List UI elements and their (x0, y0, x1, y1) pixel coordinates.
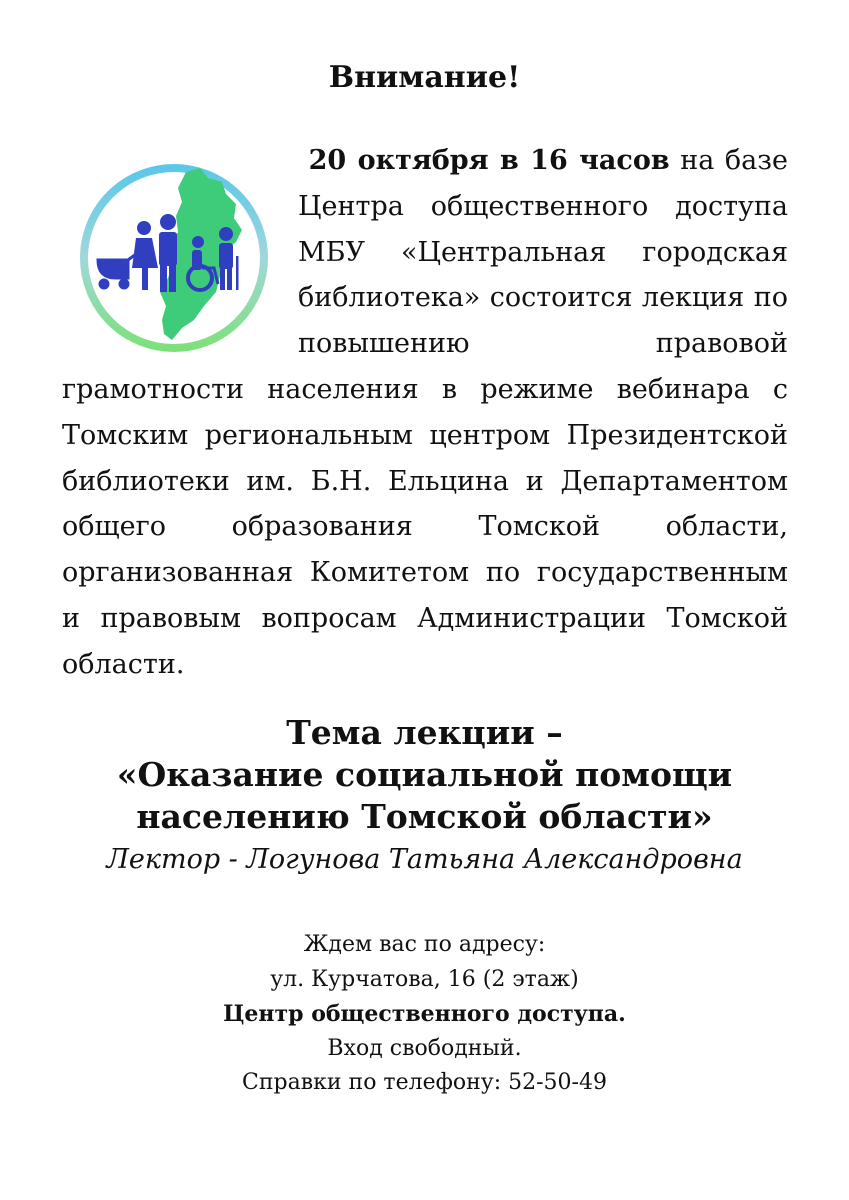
topic-title-line-2: населению Томской области» (136, 797, 713, 836)
logo-spacer (62, 138, 298, 366)
announcement-text: на базе Центра общественного доступа МБУ «Центральная городская библиотека» состоится лекция по повышению правовой грамотности населения в режиме вебинара с Томским региональным центром Президентской библиотеки им. Б.Н. Ельцина и Департаментом общего образования Томской области, организованная Комитетом по государственным и правовым вопросам Администрации Томской области. (62, 145, 788, 680)
lecturer-name: Лектор - Логунова Татьяна Александровна (106, 844, 743, 875)
phone-info: Справки по телефону: 52-50-49 (242, 1070, 607, 1095)
venue-name: Центр общественного доступа. (223, 1001, 626, 1027)
entry-info: Вход свободный. (327, 1035, 522, 1061)
topic-heading: Тема лекции – (286, 713, 563, 752)
contact-block (0, 928, 849, 1101)
event-date-time: 20 октября в 16 часов (308, 145, 670, 176)
lecture-topic-block (0, 712, 849, 880)
page-title: Внимание! (328, 60, 521, 95)
invite-text: Ждем вас по адресу: (303, 932, 546, 957)
address-text: ул. Курчатова, 16 (2 этаж) (270, 966, 579, 992)
topic-title-line-1: «Оказание социальной помощи (116, 755, 733, 794)
announcement-paragraph (62, 138, 788, 688)
